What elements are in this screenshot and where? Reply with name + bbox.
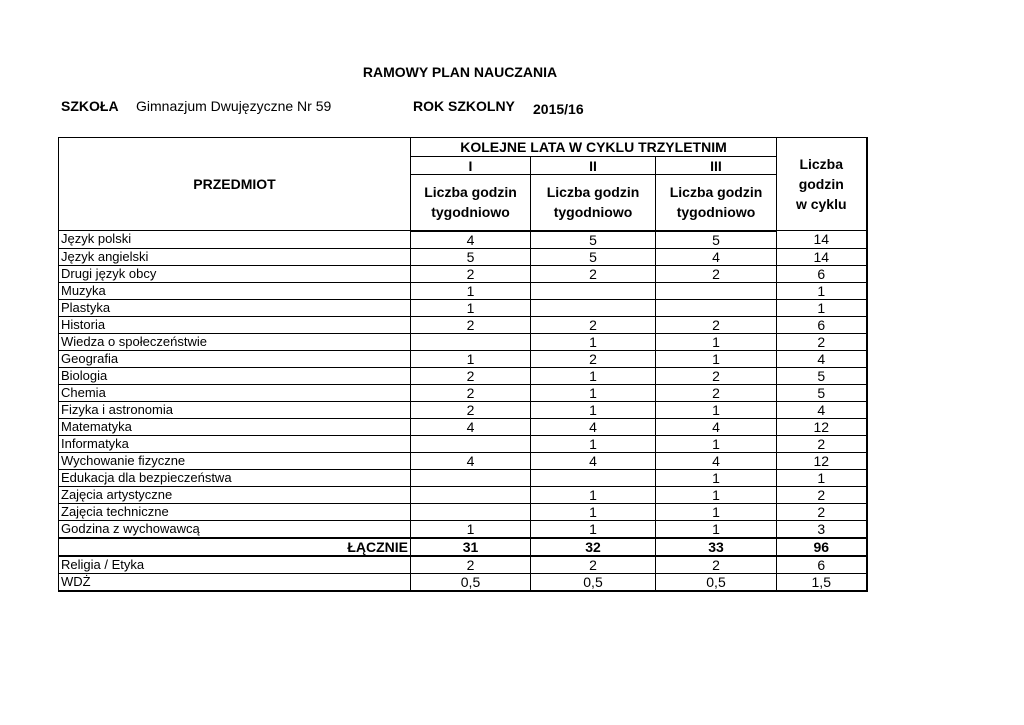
cycle-hours: 5 bbox=[777, 384, 867, 401]
cycle-hours: 6 bbox=[777, 556, 867, 574]
subject-header: PRZEDMIOT bbox=[59, 138, 411, 231]
table-row bbox=[59, 469, 867, 486]
year-2-hours: 5 bbox=[531, 231, 656, 249]
year-3-hours bbox=[656, 282, 777, 299]
cycle-hours: 2 bbox=[777, 486, 867, 503]
year-3-hours: 5 bbox=[656, 231, 777, 249]
subject-name: Zajęcia artystyczne bbox=[59, 486, 411, 503]
subject-name: Plastyka bbox=[59, 299, 411, 316]
subject-name: Język angielski bbox=[59, 248, 411, 265]
year-3-hours bbox=[656, 299, 777, 316]
subject-name: WDŻ bbox=[59, 573, 411, 591]
year-2-hours: 1 bbox=[531, 401, 656, 418]
year-3-hours: 1 bbox=[656, 469, 777, 486]
subject-name: Godzina z wychowawcą bbox=[59, 520, 411, 538]
subject-name: Fizyka i astronomia bbox=[59, 401, 411, 418]
year-1-hours bbox=[411, 503, 531, 520]
cycle-total: 96 bbox=[777, 538, 867, 556]
year-1-hours: 2 bbox=[411, 265, 531, 282]
year-1-hours: 4 bbox=[411, 231, 531, 249]
cycle-hours: 4 bbox=[777, 350, 867, 367]
subject-name: Biologia bbox=[59, 367, 411, 384]
year-1-hours: 2 bbox=[411, 367, 531, 384]
table-row bbox=[59, 333, 867, 350]
subject-name: Religia / Etyka bbox=[59, 556, 411, 574]
year-2-hours: 4 bbox=[531, 452, 656, 469]
year-3-hours: 4 bbox=[656, 248, 777, 265]
table-row bbox=[59, 556, 867, 574]
school-year-label: ROK SZKOLNY bbox=[413, 98, 515, 114]
year-2-hours: 2 bbox=[531, 316, 656, 333]
year-3-hours: 1 bbox=[656, 350, 777, 367]
year-2-hours: 1 bbox=[531, 503, 656, 520]
year-3-hours: 4 bbox=[656, 418, 777, 435]
subject-name: Historia bbox=[59, 316, 411, 333]
year-2-hours: 1 bbox=[531, 435, 656, 452]
year-1-hours: 1 bbox=[411, 282, 531, 299]
cycle-hours: 5 bbox=[777, 367, 867, 384]
table-row bbox=[59, 435, 867, 452]
subject-name: Język polski bbox=[59, 231, 411, 249]
year-1-hours: 4 bbox=[411, 452, 531, 469]
year-2-hours: 1 bbox=[531, 520, 656, 538]
cycle-hours: 2 bbox=[777, 435, 867, 452]
year-2-hours: 2 bbox=[531, 556, 656, 574]
weekly-hours-header-3: Liczba godzin tygodniowo bbox=[656, 175, 777, 231]
year-1-hours: 2 bbox=[411, 384, 531, 401]
table-row bbox=[59, 299, 867, 316]
year-3-hours: 2 bbox=[656, 556, 777, 574]
table-row bbox=[59, 503, 867, 520]
cycle-hours: 6 bbox=[777, 316, 867, 333]
year-3-hours: 2 bbox=[656, 316, 777, 333]
subject-name: Matematyka bbox=[59, 418, 411, 435]
table-row bbox=[59, 401, 867, 418]
cycle-hours: 2 bbox=[777, 503, 867, 520]
table-row bbox=[59, 486, 867, 503]
cycle-hours: 1 bbox=[777, 469, 867, 486]
table-row bbox=[59, 418, 867, 435]
table-row bbox=[59, 282, 867, 299]
subject-name: Muzyka bbox=[59, 282, 411, 299]
school-name: Gimnazjum Dwujęzyczne Nr 59 bbox=[136, 98, 332, 114]
subject-name: Edukacja dla bezpieczeństwa bbox=[59, 469, 411, 486]
cycle-hours: 1 bbox=[777, 299, 867, 316]
year-2-hours: 5 bbox=[531, 248, 656, 265]
table-row bbox=[59, 452, 867, 469]
cycle-header: KOLEJNE LATA W CYKLU TRZYLETNIM bbox=[411, 138, 777, 157]
table-row bbox=[59, 520, 867, 538]
weekly-hours-header-2: Liczba godzin tygodniowo bbox=[531, 175, 656, 231]
year-2-hours: 2 bbox=[531, 265, 656, 282]
year-3-hours: 1 bbox=[656, 503, 777, 520]
table-row bbox=[59, 367, 867, 384]
year-3-hours: 1 bbox=[656, 401, 777, 418]
table-row bbox=[59, 350, 867, 367]
header-row-1 bbox=[59, 138, 867, 157]
year-3-hours: 0,5 bbox=[656, 573, 777, 591]
cycle-hours: 12 bbox=[777, 418, 867, 435]
subject-name: Geografia bbox=[59, 350, 411, 367]
subject-name: Informatyka bbox=[59, 435, 411, 452]
year-1-total: 31 bbox=[411, 538, 531, 556]
year-3-hours: 1 bbox=[656, 520, 777, 538]
year-2-hours: 0,5 bbox=[531, 573, 656, 591]
year-2-hours: 1 bbox=[531, 384, 656, 401]
year-3-total: 33 bbox=[656, 538, 777, 556]
year-2-hours: 4 bbox=[531, 418, 656, 435]
year-3-header: III bbox=[656, 156, 777, 175]
year-1-hours: 5 bbox=[411, 248, 531, 265]
year-1-hours bbox=[411, 333, 531, 350]
year-3-hours: 1 bbox=[656, 435, 777, 452]
year-2-hours bbox=[531, 299, 656, 316]
year-3-hours: 2 bbox=[656, 367, 777, 384]
year-3-hours: 2 bbox=[656, 265, 777, 282]
year-2-hours bbox=[531, 282, 656, 299]
year-1-hours: 1 bbox=[411, 299, 531, 316]
year-1-hours bbox=[411, 435, 531, 452]
totals-label: ŁĄCZNIE bbox=[59, 538, 411, 556]
cycle-hours: 1,5 bbox=[777, 573, 867, 591]
school-label: SZKOŁA bbox=[61, 98, 119, 114]
table-row bbox=[59, 384, 867, 401]
total-hours-header: Liczba godzin w cyklu bbox=[777, 138, 867, 231]
year-1-hours: 2 bbox=[411, 316, 531, 333]
cycle-hours: 4 bbox=[777, 401, 867, 418]
year-3-hours: 1 bbox=[656, 333, 777, 350]
year-2-hours: 2 bbox=[531, 350, 656, 367]
year-2-hours: 1 bbox=[531, 367, 656, 384]
cycle-hours: 6 bbox=[777, 265, 867, 282]
year-1-hours: 2 bbox=[411, 556, 531, 574]
table-row bbox=[59, 265, 867, 282]
cycle-hours: 14 bbox=[777, 248, 867, 265]
cycle-hours: 14 bbox=[777, 231, 867, 249]
year-1-hours bbox=[411, 486, 531, 503]
document-title: RAMOWY PLAN NAUCZANIA bbox=[362, 64, 558, 80]
totals-row bbox=[59, 538, 867, 556]
table-row bbox=[59, 573, 867, 591]
subject-name: Drugi język obcy bbox=[59, 265, 411, 282]
year-3-hours: 4 bbox=[656, 452, 777, 469]
curriculum-table bbox=[58, 137, 868, 592]
year-1-hours bbox=[411, 469, 531, 486]
year-3-hours: 2 bbox=[656, 384, 777, 401]
year-1-hours: 0,5 bbox=[411, 573, 531, 591]
cycle-hours: 2 bbox=[777, 333, 867, 350]
year-1-hours: 2 bbox=[411, 401, 531, 418]
school-year-value: 2015/16 bbox=[533, 101, 584, 117]
year-2-hours: 1 bbox=[531, 486, 656, 503]
year-2-header: II bbox=[531, 156, 656, 175]
cycle-hours: 3 bbox=[777, 520, 867, 538]
table-row bbox=[59, 316, 867, 333]
cycle-hours: 1 bbox=[777, 282, 867, 299]
subject-name: Zajęcia techniczne bbox=[59, 503, 411, 520]
year-1-header: I bbox=[411, 156, 531, 175]
weekly-hours-header-1: Liczba godzin tygodniowo bbox=[411, 175, 531, 231]
table-row bbox=[59, 231, 867, 249]
year-1-hours: 4 bbox=[411, 418, 531, 435]
subject-name: Chemia bbox=[59, 384, 411, 401]
year-2-hours bbox=[531, 469, 656, 486]
cycle-hours: 12 bbox=[777, 452, 867, 469]
year-1-hours: 1 bbox=[411, 350, 531, 367]
subject-name: Wiedza o społeczeństwie bbox=[59, 333, 411, 350]
year-1-hours: 1 bbox=[411, 520, 531, 538]
year-2-total: 32 bbox=[531, 538, 656, 556]
subject-name: Wychowanie fizyczne bbox=[59, 452, 411, 469]
year-3-hours: 1 bbox=[656, 486, 777, 503]
table-row bbox=[59, 248, 867, 265]
year-2-hours: 1 bbox=[531, 333, 656, 350]
